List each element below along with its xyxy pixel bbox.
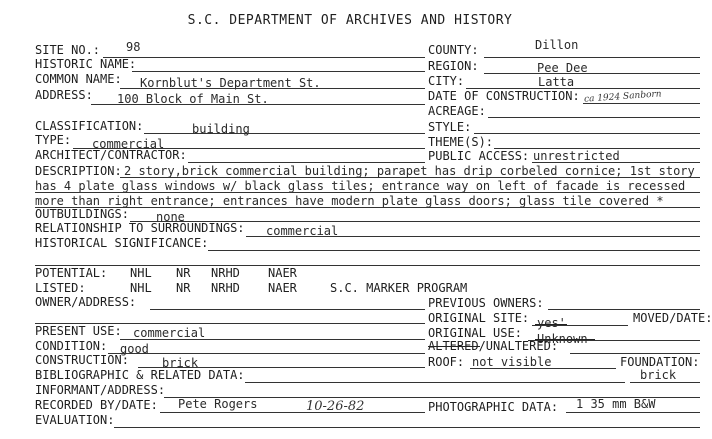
original-use-label: ORIGINAL USE: xyxy=(428,326,522,340)
region-line xyxy=(484,73,700,74)
owner-line xyxy=(150,309,425,310)
common-name-value: Kornblut's Department St. xyxy=(140,76,321,90)
potential-nhl: NHL xyxy=(130,266,152,280)
foundation-line xyxy=(630,382,700,383)
evaluation-line xyxy=(114,427,700,428)
site-no-value: 98 xyxy=(126,40,141,54)
photographic-value: 1 35 mm B&W xyxy=(576,397,656,411)
condition-label: CONDITION: xyxy=(35,339,108,353)
condition-value: good xyxy=(120,342,149,356)
description-label: DESCRIPTION: xyxy=(35,164,122,178)
region-label: REGION: xyxy=(428,59,479,73)
page-title: S.C. DEPARTMENT OF ARCHIVES AND HISTORY xyxy=(187,13,513,28)
original-site-value: yes' xyxy=(537,316,566,330)
county-value: Dillon xyxy=(535,38,579,52)
potential-nr: NR xyxy=(176,266,191,280)
relationship-value: commercial xyxy=(266,224,339,238)
public-access-value: unrestricted xyxy=(533,149,620,163)
site-no-line xyxy=(103,57,425,58)
present-use-label: PRESENT USE: xyxy=(35,324,122,338)
description-underline-2 xyxy=(35,192,700,193)
address-value: 100 Block of Main St. xyxy=(117,92,269,106)
classification-value: building xyxy=(192,122,250,136)
themes-label: THEME(S): xyxy=(428,135,494,149)
historical-significance-line xyxy=(208,250,700,251)
recorded-by-value: Pete Rogers xyxy=(178,397,258,411)
altered-strike xyxy=(428,346,480,347)
roof-value: not visible xyxy=(472,355,552,369)
outbuildings-value: none xyxy=(156,210,185,224)
type-label: TYPE: xyxy=(35,133,72,147)
description-underline-1 xyxy=(120,177,700,178)
common-name-line xyxy=(120,88,425,89)
region-value: Pee Dee xyxy=(537,61,588,75)
original-site-label: ORIGINAL SITE: xyxy=(428,311,530,325)
architect-label: ARCHITECT/CONTRACTOR: xyxy=(35,148,187,162)
listed-nrhd: NRHD xyxy=(211,281,240,295)
roof-label: ROOF: xyxy=(428,355,465,369)
condition-line xyxy=(108,353,425,354)
roof-line xyxy=(470,368,616,369)
potential-naer: NAER xyxy=(268,266,297,280)
classification-line xyxy=(144,133,425,134)
address-label: ADDRESS: xyxy=(35,88,93,102)
outbuildings-label: OUTBUILDINGS: xyxy=(35,207,129,221)
listed-nhl: NHL xyxy=(130,281,152,295)
bibliographic-line xyxy=(245,382,625,383)
foundation-value: brick xyxy=(640,368,677,382)
date-line xyxy=(583,103,700,104)
previous-owners-label: PREVIOUS OWNERS: xyxy=(428,296,544,310)
moved-date-label: MOVED/DATE: xyxy=(633,311,712,325)
altered-line xyxy=(570,353,700,354)
address-line xyxy=(91,104,425,105)
style-line xyxy=(474,133,700,134)
style-label: STYLE: xyxy=(428,120,472,134)
original-use-value: Unknown xyxy=(537,332,588,346)
marker-program: S.C. MARKER PROGRAM xyxy=(330,281,468,295)
acreage-line xyxy=(488,117,700,118)
recorded-by-line xyxy=(160,412,425,413)
county-label: COUNTY: xyxy=(428,43,479,57)
historic-name-label: HISTORIC NAME: xyxy=(35,57,137,71)
description-underline-3 xyxy=(35,207,700,208)
listed-nr: NR xyxy=(176,281,191,295)
city-label: CITY: xyxy=(428,74,465,88)
altered-label: ALTERED/UNALTERED: xyxy=(428,339,559,353)
listed-naer: NAER xyxy=(268,281,297,295)
photographic-label: PHOTOGRAPHIC DATA: xyxy=(428,400,559,414)
historical-significance-label: HISTORICAL SIGNIFICANCE: xyxy=(35,236,209,250)
city-value: Latta xyxy=(538,75,575,89)
architect-line xyxy=(188,162,425,163)
evaluation-label: EVALUATION: xyxy=(35,413,115,427)
county-line xyxy=(484,57,700,58)
previous-owners-line xyxy=(548,309,700,310)
relationship-label: RELATIONSHIP TO SURROUNDINGS: xyxy=(35,221,245,235)
date-of-construction-label: DATE OF CONSTRUCTION: xyxy=(428,89,580,103)
present-use-line xyxy=(120,339,425,340)
original-site-line xyxy=(532,325,628,326)
recorded-date-value: 10-26-82 xyxy=(306,399,365,414)
description-line-1: 2 story,brick commercial building; parapet has drip corbeled cornice; 1st story xyxy=(124,164,695,178)
common-name-label: COMMON NAME: xyxy=(35,72,122,86)
owner-label: OWNER/ADDRESS: xyxy=(35,295,137,309)
listed-label: LISTED: xyxy=(35,281,86,295)
acreage-label: ACREAGE: xyxy=(428,104,486,118)
photographic-line xyxy=(566,412,700,413)
recorded-by-label: RECORDED BY/DATE: xyxy=(35,398,158,412)
foundation-label: FOUNDATION: xyxy=(620,355,700,369)
description-line-2: has 4 plate glass windows w/ black glass tiles; entrance way on left of facade is recessed xyxy=(35,179,686,193)
potential-label: POTENTIAL: xyxy=(35,266,108,280)
public-access-line xyxy=(532,162,700,163)
description-line-3: more than right entrance; entrances have modern plate glass doors; glass tile covered * xyxy=(35,194,664,208)
type-value: commercial xyxy=(92,137,165,151)
bibliographic-label: BIBLIOGRAPHIC & RELATED DATA: xyxy=(35,368,245,382)
site-no-label: SITE NO.: xyxy=(35,43,101,57)
historic-name-line xyxy=(132,71,425,72)
construction-value: brick xyxy=(162,356,199,370)
informant-label: INFORMANT/ADDRESS: xyxy=(35,383,166,397)
public-access-label: PUBLIC ACCESS: xyxy=(428,149,530,163)
construction-label: CONSTRUCTION: xyxy=(35,353,129,367)
classification-label: CLASSIFICATION: xyxy=(35,119,144,133)
present-use-value: commercial xyxy=(133,326,206,340)
potential-nrhd: NRHD xyxy=(211,266,240,280)
relationship-line xyxy=(246,236,700,237)
date-of-construction-value: ca 1924 Sanborn xyxy=(583,89,662,105)
